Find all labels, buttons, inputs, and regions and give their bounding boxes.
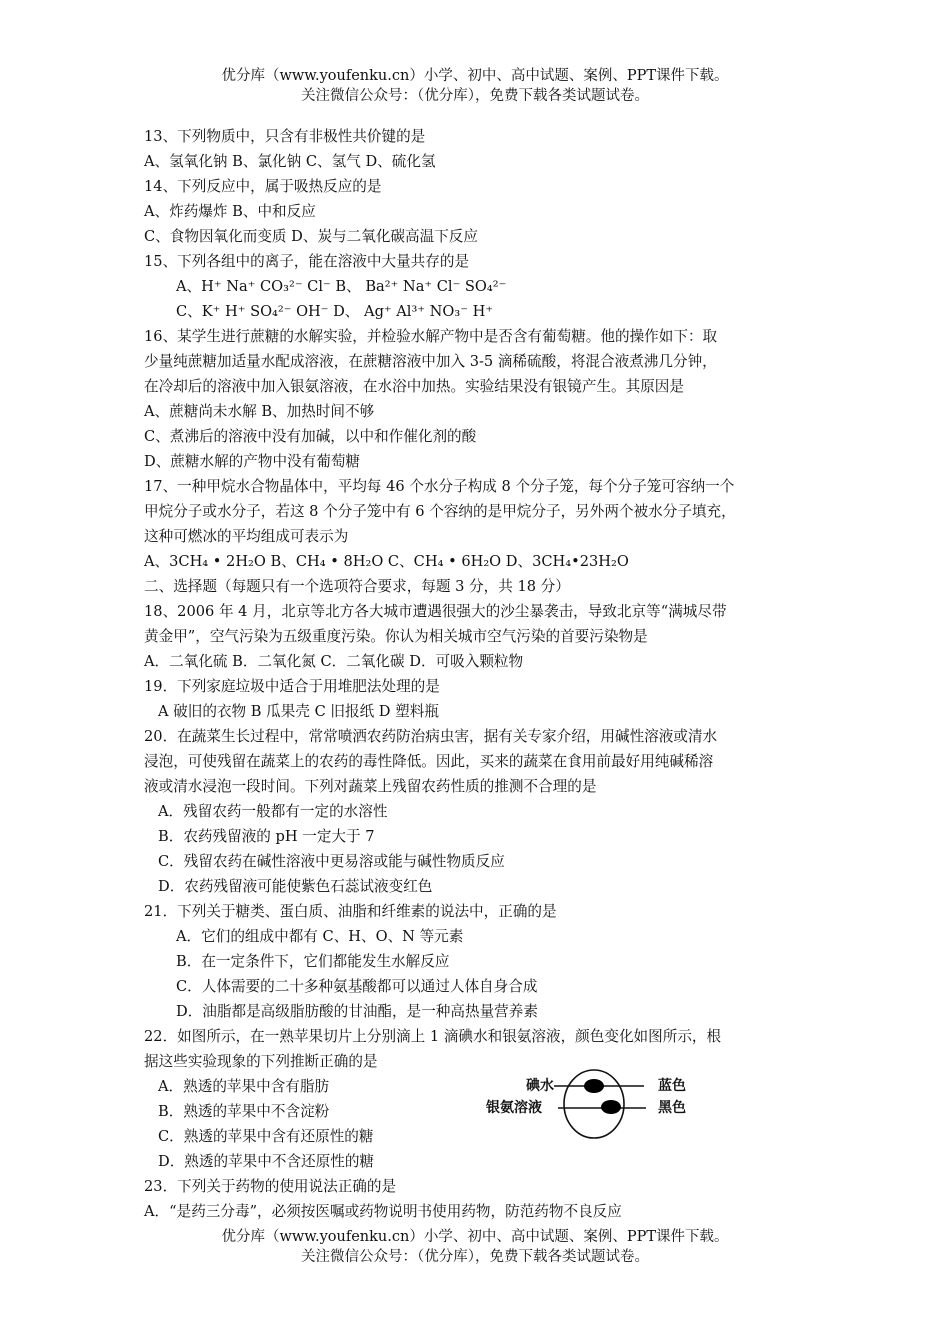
- page-footer: [0, 1227, 950, 1267]
- text-line: 23．下列关于药物的使用说法正确的是: [144, 1178, 397, 1195]
- text-line: A．残留农药一般都有一定的水溶性: [158, 803, 388, 820]
- text-line: B．农药残留液的 pH 一定大于 7: [158, 828, 375, 845]
- text-line: A、蔗糖尚未水解 B、加热时间不够: [144, 403, 375, 420]
- text-line: 14、下列反应中，属于吸热反应的是: [144, 178, 382, 195]
- footer-line-2: 关注微信公众号：（优分库），免费下载各类试题试卷。: [301, 1249, 649, 1265]
- text-line: 二、选择题（每题只有一个选项符合要求，每题 3 分，共 18 分）: [144, 578, 570, 595]
- text-line: 少量纯蔗糖加适量水配成溶液，在蔗糖溶液中加入 3-5 滴稀硫酸，将混合液煮沸几分钟，: [144, 353, 717, 370]
- text-line: 21．下列关于糖类、蛋白质、油脂和纤维素的说法中，正确的是: [144, 903, 557, 920]
- footer-line-1: 优分库（www.youfenku.cn）小学、初中、高中试题、案例、PPT课件下载。: [221, 1229, 729, 1245]
- text-line: A、炸药爆炸 B、中和反应: [144, 203, 316, 220]
- text-line: A、氢氧化钠 B、氯化钠 C、氢气 D、硫化氢: [144, 153, 436, 170]
- text-line: 黄金甲”，空气污染为五级重度污染。你认为相关城市空气污染的首要污染物是: [144, 628, 648, 645]
- text-line: D、蔗糖水解的产物中没有葡萄糖: [144, 453, 361, 470]
- text-line: C．残留农药在碱性溶液中更易溶或能与碱性物质反应: [158, 853, 505, 870]
- text-line: D．熟透的苹果中不含还原性的糖: [158, 1153, 375, 1170]
- text-line: B．熟透的苹果中不含淀粉: [158, 1103, 330, 1120]
- text-line: 据这些实验现象的下列推断正确的是: [144, 1053, 378, 1070]
- text-line: 这种可燃冰的平均组成可表示为: [144, 528, 349, 545]
- text-line: A．二氧化硫 B．二氧化氮 C．二氧化碳 D．可吸入颗粒物: [144, 653, 524, 670]
- text-line: A．熟透的苹果中含有脂肪: [158, 1078, 330, 1095]
- text-line: C、煮沸后的溶液中没有加碱，以中和作催化剂的酸: [144, 428, 477, 445]
- label-blue: 蓝色: [658, 1078, 686, 1094]
- text-line: A、H⁺ Na⁺ CO₃²⁻ Cl⁻ B、 Ba²⁺ Na⁺ Cl⁻ SO₄²⁻: [176, 278, 507, 295]
- text-line: 液或清水浸泡一段时间。下列对蔬菜上残留农药性质的推测不合理的是: [144, 778, 597, 795]
- apple-slice-figure: [486, 1064, 702, 1140]
- text-line: 20．在蔬菜生长过程中，常常喷洒农药防治病虫害，据有关专家介绍，用碱性溶液或清水: [144, 728, 718, 745]
- text-line: 甲烷分子或水分子，若这 8 个分子笼中有 6 个容纳的是甲烷分子，另外两个被水分子填充，: [144, 503, 736, 520]
- black-spot: [601, 1100, 621, 1114]
- text-line: D．油脂都是高级脂肪酸的甘油酯，是一种高热量营养素: [176, 1003, 538, 1020]
- text-line: 浸泡，可使残留在蔬菜上的农药的毒性降低。因此，买来的蔬菜在食用前最好用纯碱稀溶: [144, 753, 714, 770]
- page-header: [0, 66, 950, 106]
- text-line: A、3CH₄ • 2H₂O B、CH₄ • 8H₂O C、CH₄ • 6H₂O D、3CH₄•23H₂O: [144, 553, 629, 570]
- text-line: 18、2006 年 4 月，北京等北方各大城市遭遇很强大的沙尘暴袭击，导致北京等“满城尽带: [144, 603, 727, 620]
- text-line: 19．下列家庭垃圾中适合于用堆肥法处理的是: [144, 678, 440, 695]
- text-line: C．人体需要的二十多种氨基酸都可以通过人体自身合成: [176, 978, 538, 995]
- text-line: 15、下列各组中的离子，能在溶液中大量共存的是: [144, 253, 470, 270]
- text-line: B．在一定条件下，它们都能发生水解反应: [176, 953, 450, 970]
- text-line: C、食物因氧化而变质 D、炭与二氧化碳高温下反应: [144, 228, 478, 245]
- text-line: 13、下列物质中，只含有非极性共价键的是: [144, 128, 426, 145]
- text-line: A．它们的组成中都有 C、H、O、N 等元素: [176, 928, 464, 945]
- label-iodine-water: 碘水: [526, 1078, 554, 1094]
- header-line-2: 关注微信公众号：（优分库），免费下载各类试题试卷。: [301, 88, 649, 104]
- text-line: D．农药残留液可能使紫色石蕊试液变红色: [158, 878, 433, 895]
- question-body: [144, 124, 824, 1224]
- text-line: C、K⁺ H⁺ SO₄²⁻ OH⁻ D、 Ag⁺ Al³⁺ NO₃⁻ H⁺: [176, 303, 494, 320]
- text-line: 17、一种甲烷水合物晶体中，平均每 46 个水分子构成 8 个分子笼，每个分子笼可容纳一个: [144, 478, 735, 495]
- text-line: 22．如图所示，在一熟苹果切片上分别滴上 1 滴碘水和银氨溶液，颜色变化如图所示，根: [144, 1028, 722, 1045]
- label-silver-ammonia: 银氨溶液: [486, 1100, 542, 1116]
- text-line: 在冷却后的溶液中加入银氨溶液，在水浴中加热。实验结果没有银镜产生。其原因是: [144, 378, 684, 395]
- text-line: A 破旧的衣物 B 瓜果壳 C 旧报纸 D 塑料瓶: [158, 703, 439, 720]
- text-line: A．“是药三分毒”，必须按医嘱或药物说明书使用药物，防范药物不良反应: [144, 1203, 622, 1220]
- text-line: 16、某学生进行蔗糖的水解实验，并检验水解产物中是否含有葡萄糖。他的操作如下：取: [144, 328, 718, 345]
- text-line: C．熟透的苹果中含有还原性的糖: [158, 1128, 374, 1145]
- label-black: 黑色: [658, 1100, 686, 1116]
- blue-spot: [584, 1079, 604, 1093]
- header-line-1: 优分库（www.youfenku.cn）小学、初中、高中试题、案例、PPT课件下载。: [221, 68, 729, 84]
